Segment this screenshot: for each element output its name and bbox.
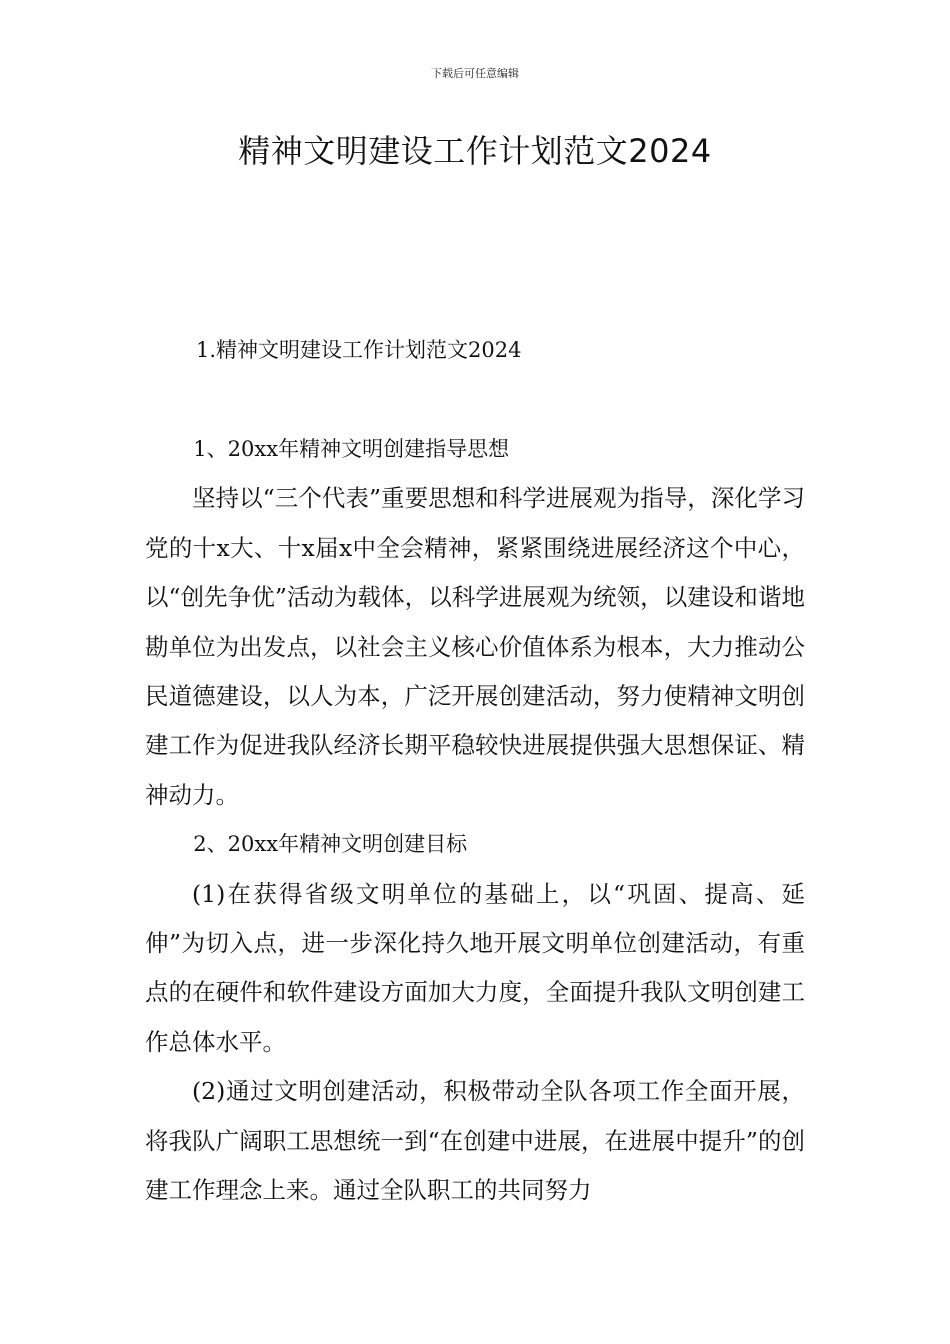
subheading-guiding-thought: 1、20xx年精神文明创建指导思想 bbox=[193, 437, 510, 461]
section-heading: 1.精神文明建设工作计划范文2024 bbox=[196, 338, 522, 362]
paragraph-guiding-thought: 坚持以“三个代表”重要思想和科学进展观为指导，深化学习党的十x大、十x届x中全会精神，紧紧围绕进展经济这个中心，以“创先争优”活动为载体，以科学进展观为统领，以建设和谐地勘单位为出发点，以社会主义核心价值体系为根本，大力推动公民道德建设，以人为本，广泛开展创建活动，努力使精神文明创建工作为促进我队经济长期平稳较快进展提供强大思想保证、精神动力。 bbox=[145, 484, 805, 809]
paragraph-goal-1: (1)在获得省级文明单位的基础上，以“巩固、提高、延伸”为切入点，进一步深化持久地开展文明单位创建活动，有重点的在硬件和软件建设方面加大力度，全面提升我队文明创建工作总体水平。 bbox=[145, 879, 805, 1056]
document-body bbox=[145, 425, 805, 1216]
header-note: 下载后可任意编辑 bbox=[431, 67, 519, 80]
subheading-goals: 2、20xx年精神文明创建目标 bbox=[193, 832, 468, 857]
paragraph-goal-2: (2)通过文明创建活动，积极带动全队各项工作全面开展，将我队广阔职工思想统一到“在创建中进展，在进展中提升”的创建工作理念上来。通过全队职工的共同努力 bbox=[145, 1077, 805, 1205]
document-title: 精神文明建设工作计划范文2024 bbox=[238, 132, 712, 170]
